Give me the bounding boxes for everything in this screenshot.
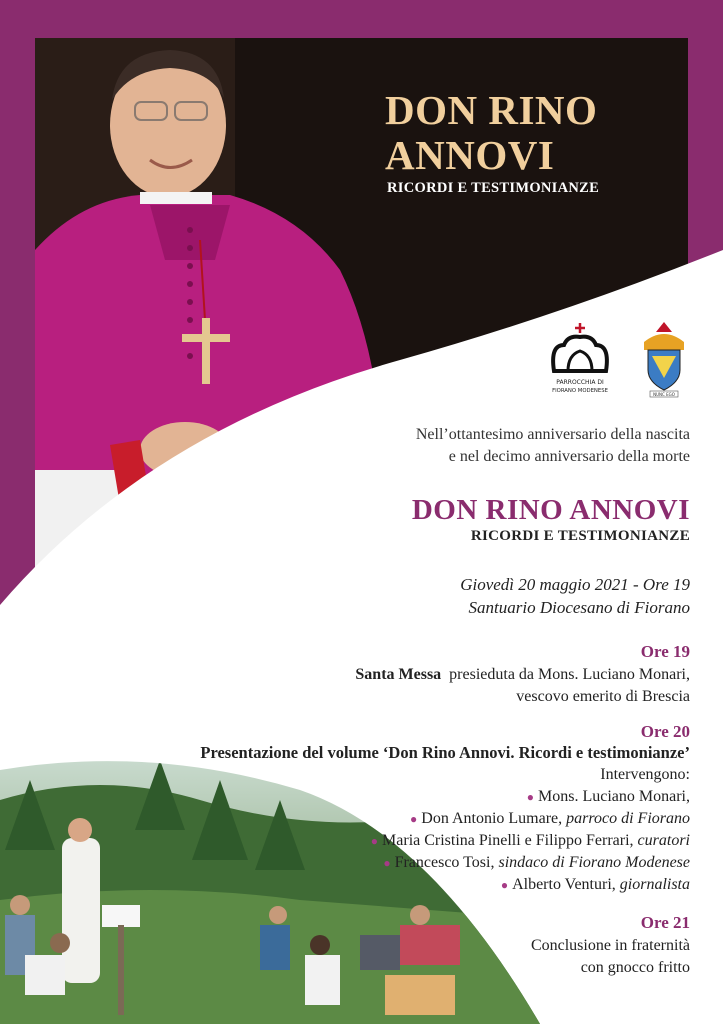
parish-caption-line1: PARROCCHIA DI bbox=[556, 379, 604, 386]
program-hour: Ore 19 bbox=[640, 642, 690, 661]
speaker-item bbox=[200, 874, 690, 896]
speaker-role: sindaco di Fiorano Modenese bbox=[498, 854, 690, 871]
event-date-place bbox=[460, 573, 690, 619]
bullet-icon: ● bbox=[410, 812, 418, 826]
program-intro: Intervengono: bbox=[600, 766, 690, 783]
program-item-19 bbox=[355, 642, 690, 708]
speaker-item bbox=[200, 852, 690, 874]
speaker-item bbox=[200, 830, 690, 852]
speaker-name: Don Antonio Lumare, bbox=[421, 810, 563, 827]
program-line2: vescovo emerito di Brescia bbox=[516, 688, 690, 705]
crown-icon bbox=[548, 321, 612, 401]
event-place: Santuario Diocesano di Fiorano bbox=[468, 598, 690, 617]
program-line1: Conclusione in fraternità bbox=[530, 937, 690, 954]
intro-line1: Nell’ottantesimo anniversario della nascita bbox=[415, 426, 690, 443]
event-title: DON RINO ANNOVI bbox=[411, 494, 690, 526]
program-hour: Ore 21 bbox=[640, 913, 690, 932]
speaker-name: Alberto Venturi, bbox=[512, 876, 616, 893]
speaker-name: Mons. Luciano Monari, bbox=[538, 788, 690, 805]
event-subtitle: RICORDI E TESTIMONIANZE bbox=[470, 528, 690, 544]
speaker-role: giornalista bbox=[619, 876, 690, 893]
program-lead: Santa Messa bbox=[355, 666, 442, 683]
bullet-icon: ● bbox=[370, 834, 379, 848]
speaker-item bbox=[200, 786, 690, 808]
program-line1: presieduta da Mons. Luciano Monari, bbox=[449, 666, 690, 683]
intro-line2: e nel decimo anniversario della morte bbox=[448, 448, 690, 465]
hero-subtitle: RICORDI E TESTIMONIANZE bbox=[387, 180, 600, 196]
speaker-role: parroco di Fiorano bbox=[566, 810, 690, 827]
event-date: Giovedì 20 maggio 2021 - Ore 19 bbox=[460, 575, 690, 594]
parish-caption-line2: FIORANO MODENESE bbox=[552, 388, 608, 394]
program-item-20 bbox=[200, 722, 690, 896]
hero-title-line2: ANNOVI bbox=[385, 132, 555, 178]
program-item-21 bbox=[531, 913, 690, 979]
speaker-name: Maria Cristina Pinelli e Filippo Ferrari, bbox=[382, 832, 634, 849]
parish-logo bbox=[548, 321, 612, 401]
bullet-icon: ● bbox=[526, 790, 535, 804]
shield-icon bbox=[638, 320, 690, 400]
coat-of-arms-motto: NUNC EGO bbox=[653, 392, 675, 397]
program-line2: con gnocco fritto bbox=[580, 959, 690, 976]
intro-text bbox=[416, 424, 690, 468]
program-title: Presentazione del volume ‘Don Rino Annovi. Ricordi e testimonianze’ bbox=[200, 743, 690, 762]
coat-of-arms bbox=[638, 320, 690, 400]
bullet-icon: ● bbox=[500, 878, 509, 892]
program-line bbox=[355, 664, 690, 686]
speaker-role: curatori bbox=[637, 832, 690, 849]
speaker-name: Francesco Tosi, bbox=[394, 854, 495, 871]
program-hour: Ore 20 bbox=[640, 722, 690, 741]
hero-title bbox=[385, 88, 597, 178]
hero-title-line1: DON RINO bbox=[385, 87, 598, 133]
bullet-icon: ● bbox=[383, 856, 391, 870]
speaker-item bbox=[200, 808, 690, 830]
